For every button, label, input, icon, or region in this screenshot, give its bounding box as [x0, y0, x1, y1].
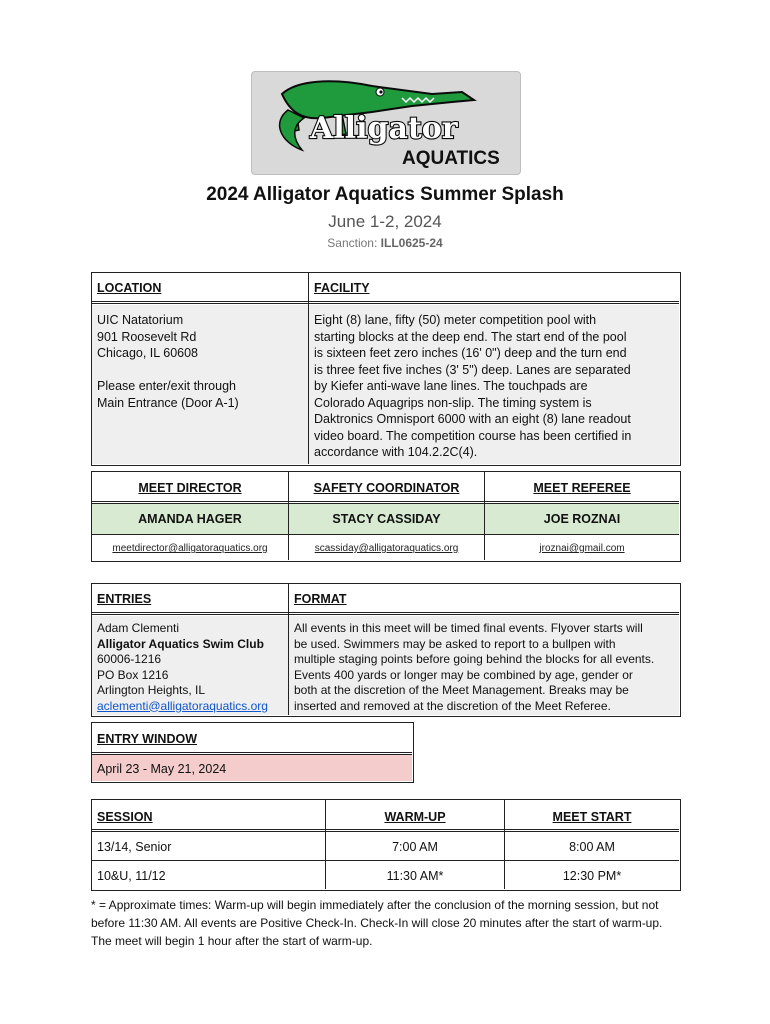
location-line: 901 Roosevelt Rd [97, 329, 197, 344]
meet-referee-role: MEET REFEREE [533, 481, 631, 495]
meet-dates: June 1-2, 2024 [328, 212, 442, 231]
entries-email-link[interactable]: aclementi@alligatoraquatics.org [97, 698, 268, 713]
session-row-2-start: 12:30 PM* [562, 869, 622, 883]
meet-title: 2024 Alligator Aquatics Summer Splash [206, 184, 564, 205]
meet-director-email[interactable]: meetdirector@alligatoraquatics.org [112, 543, 268, 554]
entries-club-name: Alligator Aquatics Swim Club [97, 636, 264, 651]
session-row-1-start: 8:00 AM [569, 840, 615, 854]
officials-table [91, 471, 681, 562]
meet-referee-email[interactable]: jroznai@gmail.com [539, 543, 625, 554]
facility-line: is three feet five inches (3' 5") deep. Lanes are separated [314, 362, 631, 377]
facility-line: starting blocks at the deep end. The start end of the pool [314, 329, 627, 344]
facility-line: Eight (8) lane, fifty (50) meter competition pool with [314, 313, 597, 327]
entries-header: ENTRIES [97, 592, 152, 606]
meet-start-column-header: MEET START [552, 810, 632, 824]
sessions-table [91, 799, 681, 891]
entries-line: PO Box 1216 [97, 667, 169, 682]
safety-coordinator-role: SAFETY COORDINATOR [313, 481, 460, 495]
facility-description [314, 312, 676, 461]
location-header: LOCATION [97, 281, 162, 295]
facility-line: Daktronics Omnisport 6000 with an eight (8) lane readout [314, 412, 631, 426]
meet-referee-name: JOE ROZNAI [543, 512, 621, 526]
safety-coordinator-email[interactable]: scassiday@alligatoraquatics.org [314, 543, 459, 554]
format-header: FORMAT [294, 592, 347, 606]
location-facility-table [91, 272, 681, 466]
meet-director-name: AMANDA HAGER [138, 512, 242, 526]
format-line: both at the discretion of the Meet Management. Breaks may be [294, 683, 629, 697]
entries-line: 60006-1216 [97, 652, 162, 666]
entry-window-table [91, 722, 414, 783]
facility-header: FACILITY [314, 281, 370, 295]
location-line: Please enter/exit through [97, 379, 236, 393]
session-row-2-name: 10&U, 11/12 [97, 869, 166, 883]
entries-contact-name: Adam Clementi [97, 621, 180, 635]
format-line: Events 400 yards or longer may be combined by age, gender or [294, 667, 633, 682]
logo-word-alligator: Alligator [310, 111, 458, 146]
format-line: be used. Swimmers may be asked to report to a bullpen with [294, 636, 616, 651]
meet-director-role: MEET DIRECTOR [138, 481, 242, 495]
session-column-header: SESSION [97, 810, 153, 824]
entry-window-dates: April 23 - May 21, 2024 [97, 762, 227, 776]
sanction-number [0, 236, 770, 250]
session-row-2-warmup: 11:30 AM* [386, 869, 444, 883]
format-line: inserted and removed at the discretion of the Meet Referee. [294, 698, 611, 713]
location-line: UIC Natatorium [97, 313, 184, 327]
sanction-value: ILL0625-24 [380, 236, 443, 250]
warmup-column-header: WARM-UP [384, 810, 446, 824]
format-line: multiple staging points before going behind the blocks for all events. [294, 652, 655, 666]
format-description [294, 621, 678, 714]
facility-line: is sixteen feet zero inches (16' 0") deep and the turn end [314, 346, 627, 360]
safety-coordinator-name: STACY CASSIDAY [332, 512, 441, 526]
sanction-label: Sanction: [327, 236, 381, 250]
entries-details [97, 621, 287, 714]
facility-line: accordance with 104.2.2C(4). [314, 445, 478, 459]
logo-word-aquatics: AQUATICS [402, 148, 500, 169]
entries-format-table [91, 583, 681, 717]
entry-window-header: ENTRY WINDOW [97, 732, 197, 746]
location-address [97, 312, 305, 411]
session-row-1-name: 13/14, Senior [97, 840, 172, 854]
entries-line: Arlington Heights, IL [97, 683, 206, 697]
location-line: Main Entrance (Door A-1) [97, 395, 239, 410]
approximate-times-note: * = Approximate times: Warm-up will begin immediately after the conclusion of the morning session, but not before 11:30 AM. All events are Positive Check-In. Check-In will close 20 minutes after the start of warm-up. The meet will begin 1 hour after the start of warm-up. [91, 898, 663, 948]
format-line: All events in this meet will be timed final events. Flyover starts will [294, 621, 643, 635]
facility-line: video board. The competition course has been certified in [314, 428, 632, 443]
session-row-1-warmup: 7:00 AM [392, 840, 438, 854]
facility-line: by Kiefer anti-wave lane lines. The touchpads are [314, 379, 588, 393]
facility-line: Colorado Aquagrips non-slip. The timing system is [314, 395, 592, 410]
location-line: Chicago, IL 60608 [97, 346, 199, 360]
alligator-aquatics-logo [251, 71, 521, 175]
